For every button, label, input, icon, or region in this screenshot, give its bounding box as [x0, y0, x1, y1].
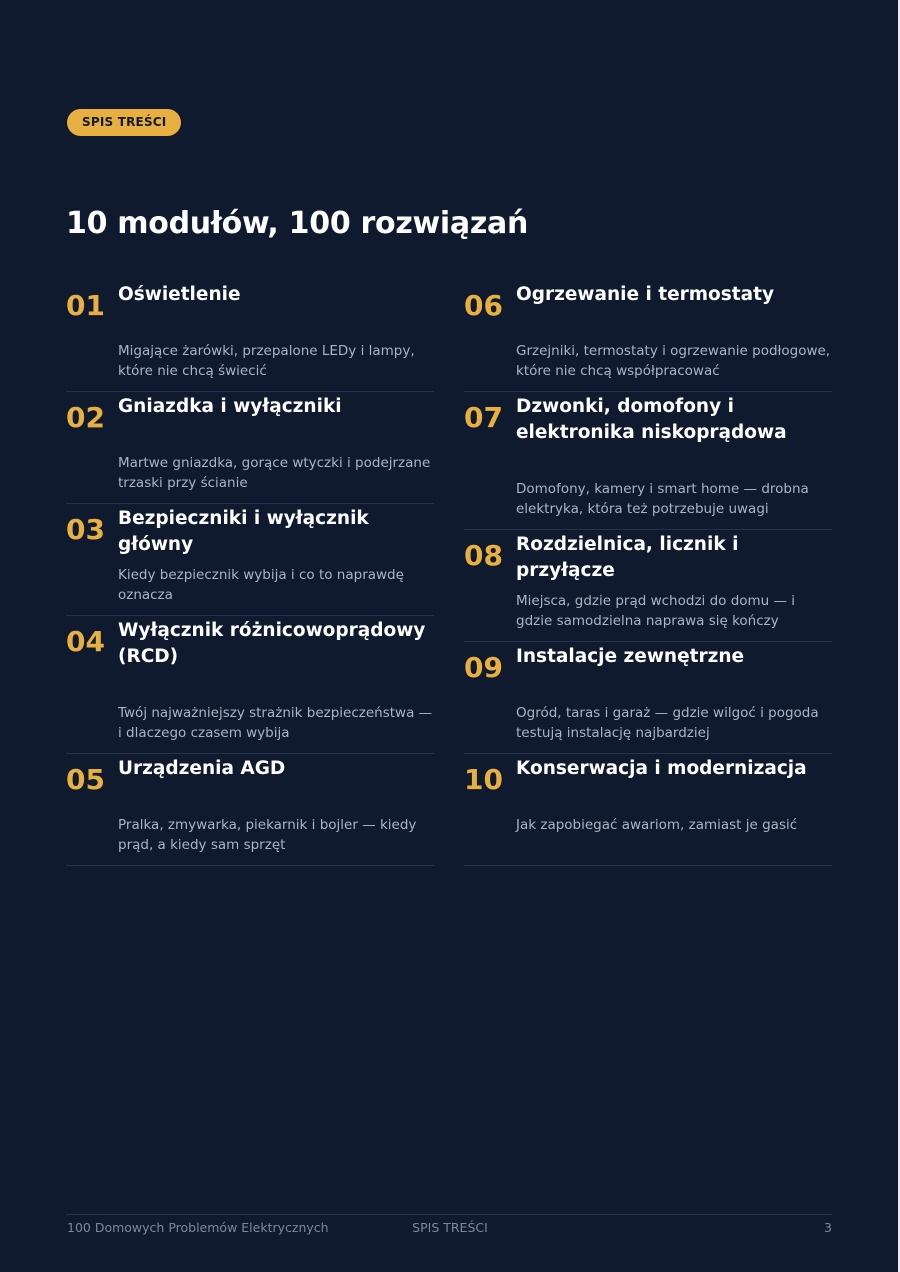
module-description: Jak zapobiegać awariom, zamiast je gasić — [516, 817, 798, 833]
module-description: Grzejniki, termostaty i ogrzewanie podłogowe, które nie chcą współpracować — [516, 343, 831, 379]
toc-entry-08[interactable] — [464, 530, 832, 642]
page-number: 3 — [824, 1220, 832, 1235]
module-title: Urządzenia AGD — [118, 758, 286, 779]
module-title: Wyłącznik różnicowoprądowy (RCD) — [118, 620, 426, 667]
module-title: Instalacje zewnętrzne — [516, 646, 745, 667]
module-title: Gniazdka i wyłączniki — [118, 396, 342, 417]
toc-entry-02[interactable] — [66, 392, 434, 504]
toc-entry-10[interactable] — [464, 754, 832, 866]
module-number: 06 — [464, 289, 503, 322]
module-description: Migające żarówki, przepalone LEDy i lampy, które nie chcą świecić — [118, 343, 415, 379]
module-description: Martwe gniazdka, gorące wtyczki i podejrzane trzaski przy ścianie — [118, 455, 431, 491]
module-description: Ogród, taras i garaż — gdzie wilgoć i pogoda testują instalację najbardziej — [516, 705, 819, 741]
page-title: 10 modułów, 100 rozwiązań — [66, 206, 529, 241]
module-title: Dzwonki, domofony i elektronika niskoprądowa — [516, 396, 787, 443]
module-number: 04 — [66, 625, 105, 658]
toc-column-left — [66, 280, 434, 866]
module-number: 02 — [66, 401, 105, 434]
toc-entry-05[interactable] — [66, 754, 434, 866]
toc-column-right — [464, 280, 832, 866]
footer-divider — [66, 1214, 832, 1215]
module-title: Oświetlenie — [118, 284, 241, 305]
toc-entry-03[interactable] — [66, 504, 434, 616]
module-number: 07 — [464, 401, 503, 434]
module-title: Ogrzewanie i termostaty — [516, 284, 775, 305]
module-description: Domofony, kamery i smart home — drobna elektryka, która też potrzebuje uwagi — [516, 481, 809, 517]
module-number: 05 — [66, 763, 105, 796]
module-number: 01 — [66, 289, 105, 322]
toc-entry-04[interactable] — [66, 616, 434, 754]
module-number: 09 — [464, 651, 503, 684]
module-description: Twój najważniejszy strażnik bezpieczeństwa — i dlaczego czasem wybija — [118, 705, 433, 741]
section-badge: SPIS TREŚCI — [67, 109, 181, 136]
footer-book-title: 100 Domowych Problemów Elektrycznych — [67, 1220, 329, 1235]
toc-entry-06[interactable] — [464, 280, 832, 392]
toc-entry-07[interactable] — [464, 392, 832, 530]
module-description: Kiedy bezpiecznik wybija i co to naprawdę oznacza — [118, 567, 404, 603]
module-title: Rozdzielnica, licznik i przyłącze — [516, 534, 739, 581]
module-number: 08 — [464, 539, 503, 572]
module-title: Konserwacja i modernizacja — [516, 758, 807, 779]
footer-section-name: SPIS TREŚCI — [412, 1220, 488, 1235]
module-number: 03 — [66, 513, 105, 546]
toc-entry-09[interactable] — [464, 642, 832, 754]
module-description: Pralka, zmywarka, piekarnik i bojler — kiedy prąd, a kiedy sam sprzęt — [118, 817, 417, 853]
module-number: 10 — [464, 763, 503, 796]
toc-entry-01[interactable] — [66, 280, 434, 392]
module-description: Miejsca, gdzie prąd wchodzi do domu — i gdzie samodzielna naprawa się kończy — [516, 593, 796, 629]
module-title: Bezpieczniki i wyłącznik główny — [118, 508, 369, 555]
